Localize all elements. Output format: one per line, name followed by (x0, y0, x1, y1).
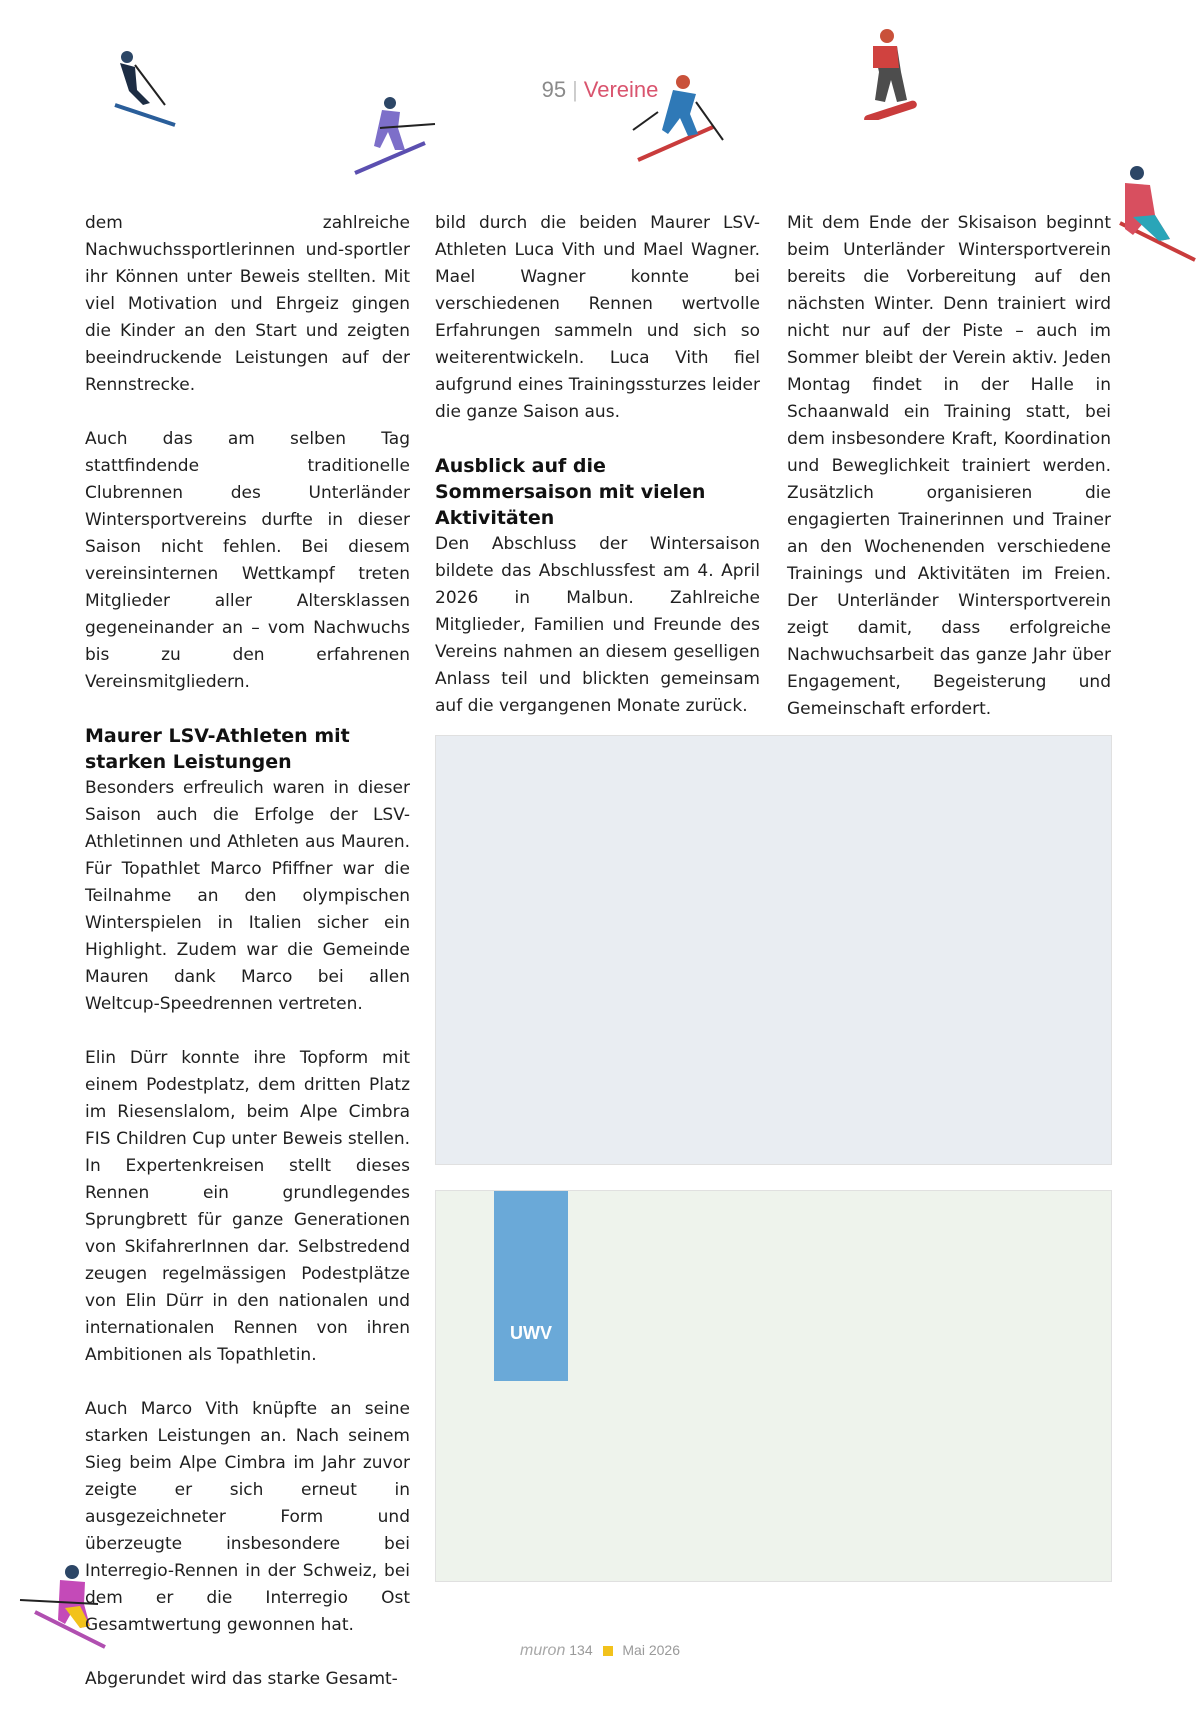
body-paragraph: dem zahlreiche Nachwuchssportlerinnen und-sportler ihr Können unter Beweis stellten. Mit viel Motivation und Ehrgeiz gingen die Kinder an den Start und zeigten beeindruckende Leistungen auf der Rennstrecke. (85, 213, 410, 395)
body-paragraph: Elin Dürr konnte ihre Topform mit einem Podestplatz, dem dritten Platz im Riesenslalom, beim Alpe Cimbra FIS Children Cup unter Beweis stellen. In Expertenkreisen stellt dieses Rennen ein grundlegendes Sprungbrett für ganze Generationen von SkifahrerInnen dar. Selbstredend zeugen regelmässigen Podestplätze von Elin Dürr in den nationalen und internationalen Rennen von ihren Ambitionen als Topathletin. (85, 1048, 410, 1365)
page-number: 95 (541, 77, 567, 102)
section-title: Vereine (583, 77, 659, 102)
club-banner-text: UWV (510, 1323, 552, 1343)
section-heading: Ausblick auf die Sommersaison mit vielen Aktivitäten (435, 455, 706, 529)
text-column-3 (787, 210, 1111, 750)
club-banner (494, 1191, 568, 1381)
footer-issue: 134 (569, 1642, 593, 1658)
skier-icon (628, 72, 728, 164)
team-photo-snow (435, 735, 1112, 1165)
body-paragraph: Besonders erfreulich waren in dieser Saison auch die Erfolge der LSV-Athletinnen und Athleten aus Mauren. Für Topathlet Marco Pfiffner war die Teilnahme an den olympischen Winterspielen in Italien sicher ein Highlight. Zudem war die Gemeinde Mauren dank Marco bei allen Weltcup-Speedrennen vertreten. (85, 778, 410, 1014)
body-paragraph: Mit dem Ende der Skisaison beginnt beim Unterländer Wintersportverein bereits die Vorbereitung auf den nächsten Winter. Denn trainiert wird nicht nur auf der Piste – auch im Sommer bleibt der Verein aktiv. Jeden Montag findet in der Halle in Schaanwald ein Training statt, bei dem insbesondere Kraft, Koordination und Beweglichkeit trainiert werden. Zusätzlich organisieren die engagierten Trainerinnen und Trainer an den Wochenenden verschiedene Trainings und Aktivitäten im Freien. Der Unterländer Wintersportverein zeigt damit, dass erfolgreiche Nachwuchsarbeit das ganze Jahr über Engagement, Begeisterung und Gemeinschaft erfordert. (787, 213, 1111, 719)
skier-icon (105, 45, 185, 130)
team-photo-summer (435, 1190, 1112, 1582)
page-footer (0, 1642, 1200, 1660)
skier-icon (350, 88, 440, 180)
body-paragraph: Abgerundet wird das starke Gesamt- (85, 1669, 398, 1689)
text-column-1 (85, 210, 410, 1720)
snowboarder-icon (855, 28, 925, 120)
section-heading: Maurer LSV-Athleten mit starken Leistungen (85, 725, 350, 773)
body-paragraph: Auch Marco Vith knüpfte an seine starken Leistungen an. Nach seinem Sieg beim Alpe Cimbra im Jahr zuvor zeigte er sich erneut in ausgezeichneter Form und überzeugte insbesondere bei Interregio-Rennen in der Schweiz, bei dem er die Interregio Ost Gesamtwertung gewonnen hat. (85, 1399, 410, 1635)
body-paragraph: bild durch die beiden Maurer LSV-Athleten Luca Vith und Mael Wagner. Mael Wagner konnte bei verschiedenen Rennen wertvolle Erfahrungen sammeln und sich so weiterentwickeln. Luca Vith fiel aufgrund eines Trainingssturzes leider die ganze Saison aus. (435, 213, 760, 422)
text-column-2 (435, 210, 760, 747)
footer-date: Mai 2026 (622, 1642, 680, 1658)
body-paragraph: Den Abschluss der Wintersaison bildete das Abschlussfest am 4. April 2026 in Malbun. Zahlreiche Mitglieder, Familien und Freunde des Vereins nahmen an diesem geselligen Anlass teil und blickten gemeinsam auf die vergangenen Monate zurück. (435, 534, 760, 716)
footer-brand: muron (520, 1642, 566, 1659)
header-separator: | (572, 77, 578, 102)
body-paragraph: Auch das am selben Tag stattfindende traditionelle Clubrennen des Unterländer Wintersportvereins durfte in dieser Saison nicht fehlen. Bei diesem vereinsinternen Wettkampf treten Mitglieder aller Altersklassen gegeneinander an – vom Nachwuchs bis zu den erfahrenen Vereinsmitgliedern. (85, 429, 410, 692)
footer-square-icon (603, 1646, 613, 1656)
skier-icon (1115, 165, 1200, 263)
